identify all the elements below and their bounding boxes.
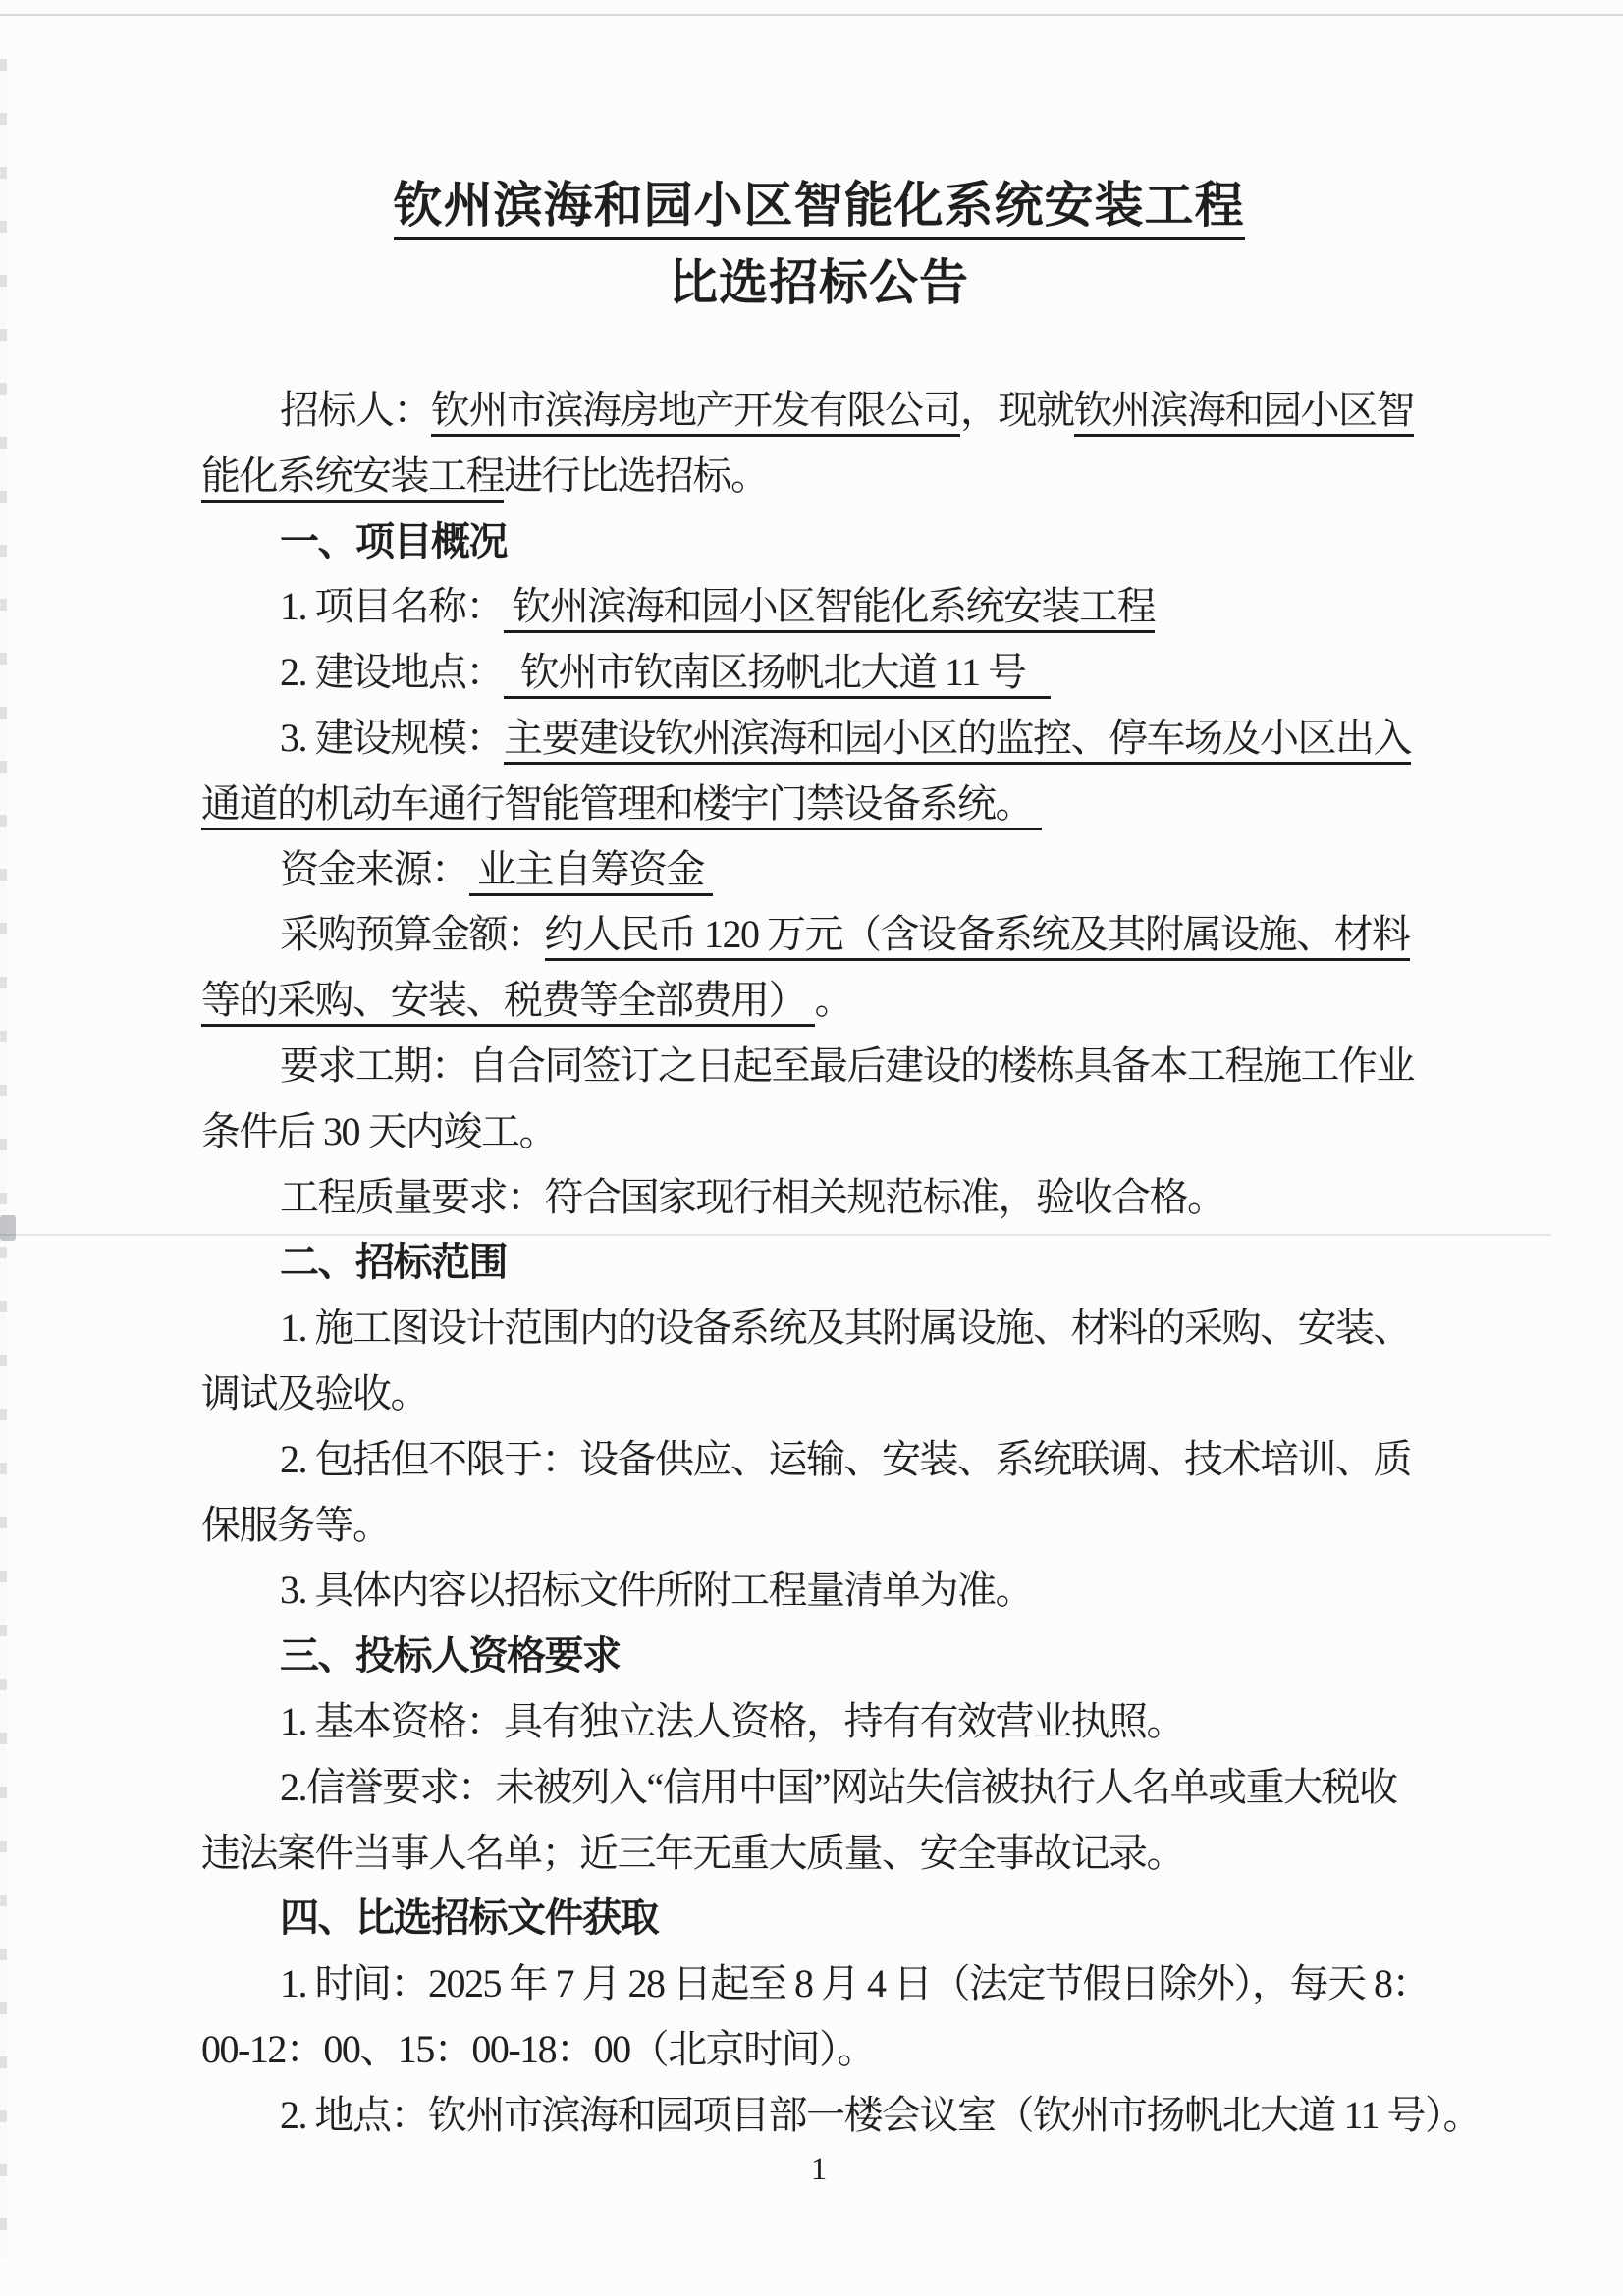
project-name-item	[201, 574, 1436, 640]
text-segment: ，现就	[960, 388, 1074, 432]
underlined-text-segment: 钦州市钦南区扬帆北大道 11 号	[504, 650, 1051, 699]
underlined-text-segment: 主要建设钦州滨海和园小区的监控、停车场及小区出入	[504, 716, 1411, 765]
text-segment: 2. 包括但不限于：设备供应、运输、安装、系统联调、技术培训、质	[280, 1436, 1411, 1481]
construction-period-line-2	[201, 1099, 1436, 1165]
tenderer-paragraph-line-1	[201, 378, 1436, 444]
text-segment: 要求工期：自合同签订之日起至最后建设的楼栋具备本工程施工作业	[280, 1042, 1414, 1088]
construction-site-item	[201, 640, 1436, 706]
text-segment: 一、项目概况	[280, 518, 507, 563]
text-segment: 二、招标范围	[280, 1240, 507, 1285]
document-content	[201, 167, 1482, 2149]
quality-requirement-line	[201, 1165, 1436, 1231]
qualification-item-2-line-2	[201, 1821, 1436, 1887]
construction-period-line-1	[201, 1034, 1436, 1099]
text-segment: 调试及验收。	[201, 1370, 428, 1415]
text-segment: 1. 施工图设计范围内的设备系统及其附属设施、材料的采购、安装、	[280, 1306, 1411, 1351]
text-segment: 采购预算金额：	[280, 912, 545, 957]
text-segment: 进行比选招标。	[504, 453, 769, 498]
scan-artifact-left-edge	[0, 59, 7, 2258]
underlined-text-segment: 业主自筹资金	[469, 847, 713, 896]
document-obtain-time-line-2	[201, 2017, 1436, 2083]
budget-amount-line-2	[201, 968, 1436, 1034]
tenderer-paragraph-line-2	[201, 444, 1436, 509]
scope-item-3	[201, 1558, 1436, 1624]
text-segment: 3. 建设规模：	[280, 715, 504, 760]
scope-item-2-line-2	[201, 1493, 1436, 1559]
text-segment: 1. 项目名称：	[280, 584, 504, 629]
text-segment: 保服务等。	[201, 1502, 391, 1547]
text-segment: 00-12：00、15：00-18：00（北京时间）。	[201, 2026, 876, 2071]
underlined-text-segment: 等的采购、安装、税费等全部费用）	[201, 978, 815, 1027]
scope-item-1-line-1	[201, 1296, 1436, 1362]
text-segment: 2.信誉要求：未被列入“信用中国”网站失信被执行人名单或重大税收	[280, 1764, 1397, 1809]
page-number: 1	[810, 2152, 828, 2187]
qualification-item-1	[201, 1689, 1436, 1755]
scope-item-1-line-2	[201, 1362, 1436, 1427]
section-heading-2	[201, 1230, 1436, 1296]
underlined-text-segment: 约人民币 120 万元（含设备系统及其附属设施、材料	[545, 912, 1410, 961]
document-title	[201, 167, 1436, 322]
document-body	[201, 378, 1482, 2149]
text-segment: 三、投标人资格要求	[280, 1633, 621, 1679]
section-heading-3	[201, 1624, 1436, 1689]
text-segment: 四、比选招标文件获取	[280, 1896, 658, 1941]
scan-artifact-smudge	[0, 1215, 16, 1241]
document-obtain-time-line-1	[201, 1951, 1436, 2017]
underlined-text-segment: 钦州滨海和园小区智能化系统安装工程	[504, 584, 1155, 633]
funding-source-line	[201, 837, 1436, 903]
text-segment: 3. 具体内容以招标文件所附工程量清单为准。	[280, 1568, 1033, 1613]
document-title-line-1-text: 钦州滨海和园小区智能化系统安装工程	[394, 178, 1245, 240]
text-segment: 1. 时间：2025 年 7 月 28 日起至 8 月 4 日（法定节假日除外），每天 8：	[280, 1961, 1430, 2006]
qualification-item-2-line-1	[201, 1755, 1436, 1821]
underlined-text-segment: 钦州市滨海房地产开发有限公司	[431, 388, 960, 437]
text-segment: 1. 基本资格：具有独立法人资格，持有有效营业执照。	[280, 1698, 1184, 1743]
text-segment: 违法案件当事人名单；近三年无重大质量、安全事故记录。	[201, 1830, 1184, 1875]
scope-item-2-line-1	[201, 1427, 1436, 1493]
text-segment: 工程质量要求：符合国家现行相关规范标准，验收合格。	[280, 1174, 1225, 1219]
text-segment: 资金来源：	[280, 846, 469, 891]
text-segment: 2. 建设地点：	[280, 650, 504, 695]
underlined-text-segment: 能化系统安装工程	[201, 454, 504, 503]
document-title-line-2: 比选招标公告	[669, 255, 969, 310]
document-obtain-place-line	[201, 2083, 1482, 2149]
document-title-line-1	[201, 167, 1436, 244]
underlined-text-segment: 通道的机动车通行智能管理和楼宇门禁设备系统。	[201, 781, 1042, 830]
text-segment: 2. 地点：钦州市滨海和园项目部一楼会议室（钦州市扬帆北大道 11 号）。	[280, 2092, 1482, 2137]
construction-scale-item-line-1	[201, 706, 1436, 772]
scan-artifact-top-line	[0, 14, 1623, 16]
construction-scale-item-line-2	[201, 772, 1436, 837]
underlined-text-segment: 钦州滨海和园小区智	[1074, 388, 1415, 437]
text-segment: 招标人：	[280, 388, 431, 432]
budget-amount-line-1	[201, 902, 1436, 968]
text-segment: 条件后 30 天内竣工。	[201, 1108, 557, 1153]
text-segment: 。	[814, 978, 852, 1023]
section-heading-4	[201, 1886, 1436, 1951]
section-heading-1	[201, 509, 1436, 575]
